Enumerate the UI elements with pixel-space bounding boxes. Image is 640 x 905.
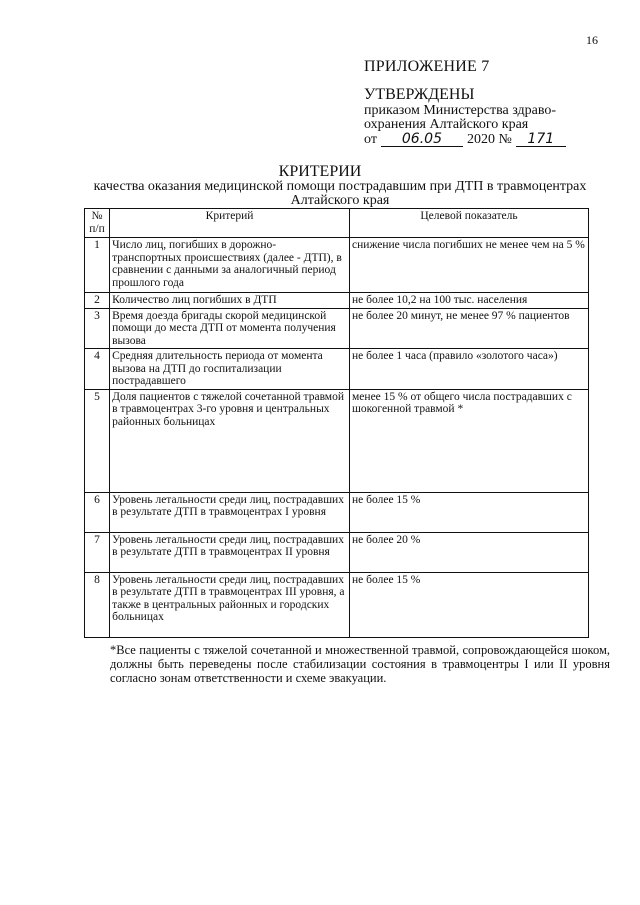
- order-date-line: [364, 132, 604, 147]
- row-criterion: Уровень летальности среди лиц, пострадавших в результате ДТП в травмоцентрах III уровня, а также в центральных районных и городских больницах: [110, 572, 350, 637]
- row-criterion: Уровень летальности среди лиц, пострадавших в результате ДТП в травмоцентрах I уровня: [110, 492, 350, 532]
- order-year: 2020 №: [466, 132, 512, 147]
- header-criterion: Критерий: [110, 209, 350, 238]
- row-target: не более 15 %: [350, 492, 589, 532]
- page-number: 16: [586, 33, 598, 47]
- row-criterion: Число лиц, погибших в дорожно- транспортных происшествиях (далее - ДТП), в сравнении с данными за аналогичный период прошлого года: [110, 238, 350, 293]
- table-row: [85, 492, 589, 532]
- header-target: Целевой показатель: [350, 209, 589, 238]
- table-row: [85, 349, 589, 390]
- table-row: [85, 238, 589, 293]
- row-criterion: Уровень летальности среди лиц, пострадавших в результате ДТП в травмоцентрах II уровня: [110, 532, 350, 572]
- table-header-row: [85, 209, 589, 238]
- handwritten-date: 06.05: [381, 132, 463, 147]
- order-line-2: охранения Алтайского края: [364, 117, 529, 132]
- row-num: 8: [85, 572, 110, 637]
- row-criterion: Количество лиц погибших в ДТП: [110, 293, 350, 309]
- table-row: [85, 389, 589, 492]
- table-row: [85, 532, 589, 572]
- approval-block: [364, 58, 604, 147]
- criteria-title: КРИТЕРИИ: [278, 163, 362, 180]
- approved-title: УТВЕРЖДЕНЫ: [364, 86, 475, 103]
- table-row: [85, 572, 589, 637]
- row-target: менее 15 % от общего числа пострадавших с шокогенной травмой *: [350, 389, 589, 492]
- footnote: *Все пациенты с тяжелой сочетанной и множественной травмой, сопровождающейся шоком, должны быть переведены после стабилизации состояния в травмоцентры I или II уровня согласно зонам ответственности и схеме эвакуации.: [110, 643, 610, 685]
- appendix-title: ПРИЛОЖЕНИЕ 7: [364, 58, 490, 75]
- row-target: снижение числа погибших не менее чем на 5 %: [350, 238, 589, 293]
- row-criterion: Доля пациентов с тяжелой сочетанной травмой в травмоцентрах 3-го уровня и центральных районных больницах: [110, 389, 350, 492]
- row-num: 4: [85, 349, 110, 390]
- row-num: 1: [85, 238, 110, 293]
- row-target: не более 15 %: [350, 572, 589, 637]
- date-prefix: от: [364, 132, 377, 147]
- order-line-1: приказом Министерства здраво-: [364, 103, 557, 118]
- header-num: № п/п: [85, 209, 110, 238]
- row-target: не более 20 %: [350, 532, 589, 572]
- table-row: [85, 293, 589, 309]
- row-criterion: Средняя длительность периода от момента вызова на ДТП до госпитализации пострадавшего: [110, 349, 350, 390]
- handwritten-order-number: 171: [516, 132, 566, 147]
- row-num: 6: [85, 492, 110, 532]
- row-target: не более 10,2 на 100 тыс. населения: [350, 293, 589, 309]
- row-target: не более 20 минут, не менее 97 % пациентов: [350, 308, 589, 349]
- row-target: не более 1 часа (правило «золотого часа»): [350, 349, 589, 390]
- row-num: 3: [85, 308, 110, 349]
- criteria-table: [84, 208, 589, 638]
- row-criterion: Время доезда бригады скорой медицинской помощи до места ДТП от момента получения вызова: [110, 308, 350, 349]
- row-num: 2: [85, 293, 110, 309]
- row-num: 7: [85, 532, 110, 572]
- table-row: [85, 308, 589, 349]
- criteria-subtitle: качества оказания медицинской помощи пострадавшим при ДТП в травмоцентрах Алтайского края: [93, 179, 587, 208]
- row-num: 5: [85, 389, 110, 492]
